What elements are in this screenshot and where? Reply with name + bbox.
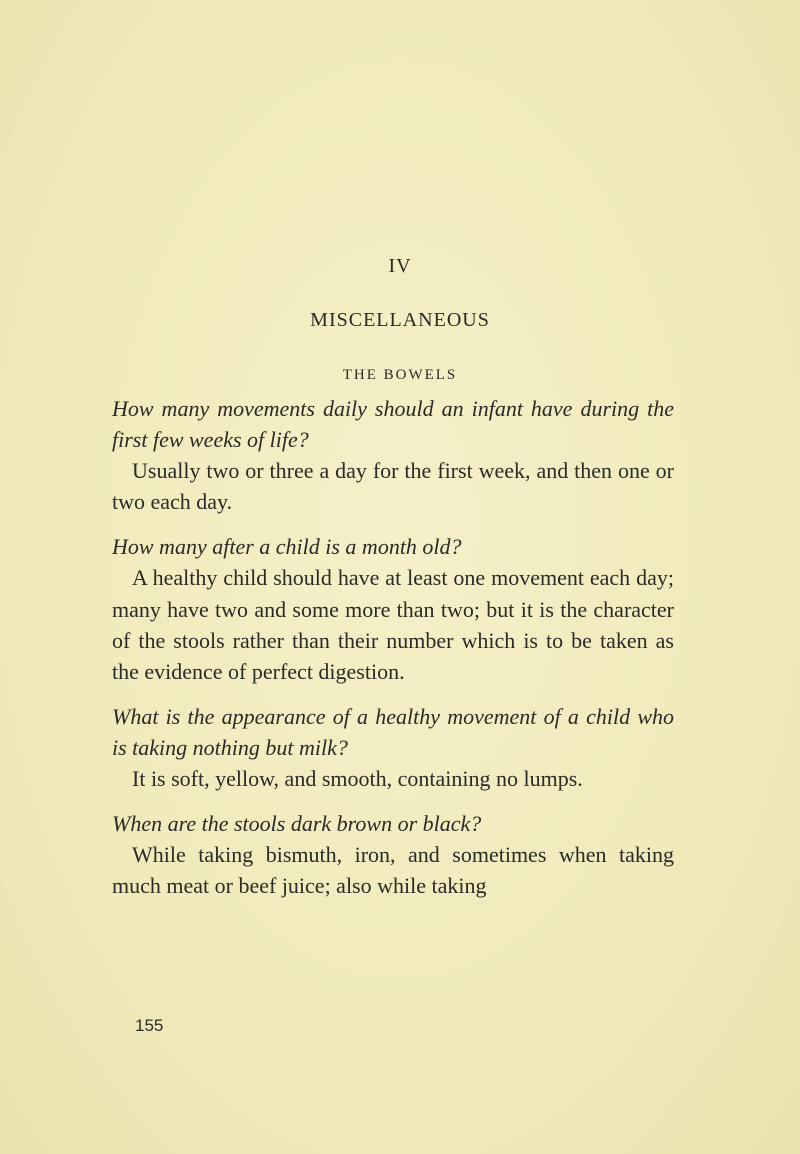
answer: It is soft, yellow, and smooth, containing no lumps.: [132, 766, 583, 792]
question: What is the appearance of a healthy movement of a child who is taking nothing but milk?: [112, 703, 674, 760]
question: How many movements daily should an infant have during the first few weeks of life?: [112, 396, 674, 453]
question: When are the stools dark brown or black?: [112, 811, 482, 837]
qa-block: [112, 531, 674, 686]
page-number: 155: [135, 1016, 164, 1035]
answer: A healthy child should have at least one movement each day; many have two and some more than two; but it is the character of the stools rather than their number which is to be taken as the evidence of perfect digestion.: [112, 565, 674, 684]
question: How many after a child is a month old?: [112, 534, 462, 560]
answer: While taking bismuth, iron, and sometimes when taking much meat or beef juice; also while taking: [112, 842, 674, 899]
body-text: [112, 393, 674, 915]
answer: Usually two or three a day for the first week, and then one or two each day.: [112, 458, 674, 515]
chapter-number: IV: [388, 255, 412, 277]
chapter-title: MISCELLANEOUS: [310, 309, 490, 331]
section-title: THE BOWELS: [342, 367, 458, 383]
qa-block: [112, 701, 674, 794]
qa-block: [112, 808, 674, 901]
qa-block: [112, 393, 674, 517]
